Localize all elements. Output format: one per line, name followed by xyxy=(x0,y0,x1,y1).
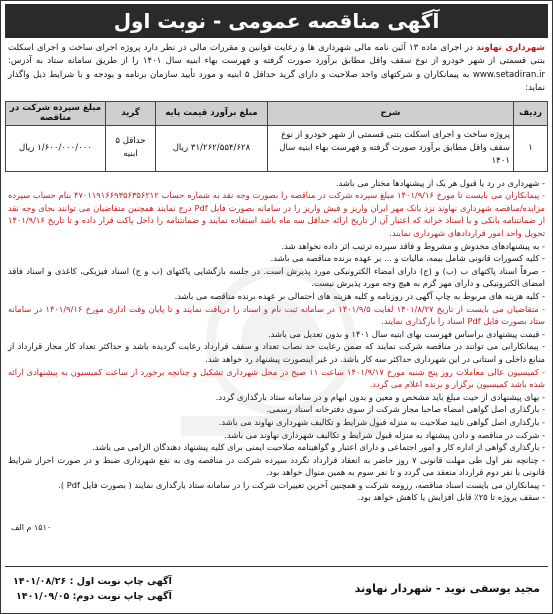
condition-item: - بهای پیشنهادی از حیث مبلغ باید مشخص و معین و بدون ابهام و در سامانه ستاد بارگذاری گردد. xyxy=(215,391,545,402)
col-base-price-header: مبلغ برآورد قیمت پایه xyxy=(156,101,268,125)
condition-item: - بارگذاری گواهی از اداره کار و امور اجتماعی و دارای اعتبار و گواهینامه صلاحیت ایمنی برای کلیه پیشنهاد دهندگان الزامی می باشد. xyxy=(92,442,545,453)
condition-item: - صرفاً اسناد پاکتهای ب (ب) و (ج) دارای امضاء الکترونیکی مورد پذیرش است. در جلسه بازگشایی پاکتهای (ب و ج) اسناد فیزیکی، کاغذی و اسناد فاقد امضای الکترونیکی و دارای مهر گرم به هیچ وجه مورد پذیرش نیست. xyxy=(8,265,545,289)
condition-item: - بارگذاری اصل گواهی امضاء صاحبا مجاز شرکت از سوی دفترخانه اسناد رسمی. xyxy=(266,404,545,415)
condition-item: - بارگذاری اصل گواهی تایید صلاحیت به منزله قبول شرایط و تکالیف شهرداری نهاوند می باشد. xyxy=(218,416,545,427)
intro-text: در اجرای ماده ۱۳ آئین نامه مالی شهرداری ها و رعایت قوانین و مقررات مالی در نظر دارد پروژه اجرای ساخت و اجرای اسکلت بتنی قسمتی از شهر خودرو از نوع سقف واقل مطابق برآورد صورت گرفته و فهرست بهاء ابنیه سال ۱۴۰۱ را از طریق سامانه ستاد به آدرس: www.setadiran.ir به پیمانکاران و شرکتهای واجد صلاحیت و دارای گرید حداقل ۵ ابنیه و مورد تأیید سازمان برنامه و بودجه و با شرایط ذیل واگذار نماید: xyxy=(8,43,546,94)
condition-item: - پیمانکاران می بایست اسناد مناقصه، رزومه شرکت و همچنین آخرین تغییرات شرکت را در سامانه ستاد بارگذاری نمایند ( بصورت فایل Pdf ). xyxy=(58,479,545,490)
notice-title: آگهی مناقصه عمومی - نوبت اول xyxy=(113,9,440,33)
first-print-date: آگهی چاپ نوبت اول : ۱۴۰۱/۰۸/۲۶ xyxy=(13,575,172,587)
table-header-row xyxy=(6,101,548,125)
table-row xyxy=(6,125,548,171)
mayor-signature: مجید یوسفی نوید - شهردار نهاوند xyxy=(354,582,540,595)
row-deposit: ۱/۶۰۰/۰۰۰/۰۰۰ ریال xyxy=(6,125,106,171)
condition-item: - پیمانکاران می بایست تا مورخ ۱۴۰۱/۹/۱۶ مبلغ سپرده شرکت در مناقصه را بصورت وجه نقد به شماره حساب ۴۷۰۱۱۹۱۶۶۹۳۵۶۳۵۶۲۱۲ بنام حساب سپرده مزایده/مناقصه شهرداری نهاوند نزد بانک مهر ایران واریز و فیش واریز را در سامانه بصورت فایل Pdf درج نمایند همچنین متقاضیان می توانند بجای وجه نقد از ضمانتنامه بانکی و یا اسناد خزانه که اعتبار آن از تاریخ ارائه حداقل سه ماه باشد استفاده نمایند و ضمانتنامه را داخل پاکت قرار داده و تا تاریخ ۱۴۰۱/۹/۱۶ تحویل واحد امور قراردادهای شهرداری نمایند. xyxy=(8,190,545,238)
condition-item: - چنانچه نفر اول طی مهلت قانونی ۷ روز حاضر به انعقاد قرارداد نگردد سپرده شرکت در مناقصه وی به نفع شهرداری ضبط و در صورت احراز شرایط قانونی با نفر دوم قرارداد منعقد می گردد و تا نفر سوم به همین منوال خواهد بود. xyxy=(8,454,545,478)
condition-item: - شرکت در مناقصه و دادن پیشنهاد به منزله قبول شرایط و تکالیف شهرداری نهاوند می باشد. xyxy=(224,429,545,440)
condition-item: - کمیسیون عالی معاملات روز پنج شنبه مورخ ۱۴۰۱/۹/۱۷ ساعت ۱۱ صبح در محل شهرداری تشکیل و چنانچه برخورد از ساعت کمیسیون به پیشنهادی ارائه شده باشد کمیسیون برگزار و برنده اعلام می گردد. xyxy=(8,366,545,390)
condition-item: - متقاضیان می بایست از تاریخ ۱۴۰۱/۸/۲۷ لغایت ۱۴۰۱/۹/۵ در سامانه ثبت نام و اسناد را دریافت نمایند و تا پایان وقت اداری مورخ ۱۴۰۱/۹/۱۶ در سامانه ستاد بصورت فایل Pdf اسناد را بارگذاری نمایند. xyxy=(8,303,545,327)
row-description: پروژه ساخت و اجرای اسکلت بتنی قسمتی از شهر خودرو از نوع سقف واقل مطابق برآورد صورت گرفته و فهرست بهاء ابنیه سال ۱۴۰۱ xyxy=(268,125,514,171)
tender-table xyxy=(5,101,548,172)
conditions-list xyxy=(5,172,548,504)
col-deposit-header: مبلغ سپرده شرکت در مناقصه xyxy=(6,101,106,125)
condition-item: - کلیه کسورات قانونی شامل بیمه، مالیات و ... بر عهده برنده مناقصه می باشد. xyxy=(270,253,545,264)
second-print-date: آگهی چاپ نوبت دوم: ۱۴۰۱/۰۹/۰۵ xyxy=(15,590,172,602)
condition-item: - شهرداری در رد یا قبول هر یک از پیشنهادها مختار می باشد. xyxy=(335,177,545,188)
condition-item: - کلیه هزینه های مربوط به چاپ آگهی در روزنامه و کلیه هزینه های احتمالی بر عهده برنده مناقصه می باشد. xyxy=(174,290,545,301)
row-base-price: ۳۱/۲۶۲/۵۵۴/۶۲۸ ریال xyxy=(156,125,268,171)
col-description-header: شرح xyxy=(268,101,514,125)
condition-item: - به پیشنهادهای مخدوش و مشروط و فاقد سپرده ترتیب اثر داده نخواهد شد. xyxy=(281,240,545,251)
intro-paragraph xyxy=(5,38,548,99)
col-index-header: ردیف xyxy=(514,101,548,125)
row-grade: حداقل ۵ ابنیه xyxy=(106,125,156,171)
row-index: ۱ xyxy=(514,125,548,171)
col-grade-header: گرید xyxy=(106,101,156,125)
organization-name: شهرداری نهاوند xyxy=(476,43,545,53)
condition-item: - قیمت پیشنهادی براساس فهرست بهای ابنیه سال ۱۴۰۱ و بدون تعدیل می باشد. xyxy=(268,328,545,339)
condition-item: - سقف پروژه تا ۲۵٪ قابل افزایش یا کاهش خواهد بود. xyxy=(357,492,545,503)
condition-item: - پیمانکارانی می توانند در مناقصه شرکت نمایند که ضمن رعایت حد نصاب تعداد و سقف قرارداد رعایت گردیده باشد و حداکثر تعداد کار مجاز قرارداد از منابع داخلی و استانی در این شهرداری حداکثر سه کار باشد. در غیر اینصورت پیشنهاد رد خواهد شد. xyxy=(8,341,545,364)
ad-code: ۱۵۱۰ م الف xyxy=(11,523,52,532)
notice-header xyxy=(5,4,548,38)
notice-footer xyxy=(5,566,548,610)
print-dates xyxy=(13,574,172,604)
